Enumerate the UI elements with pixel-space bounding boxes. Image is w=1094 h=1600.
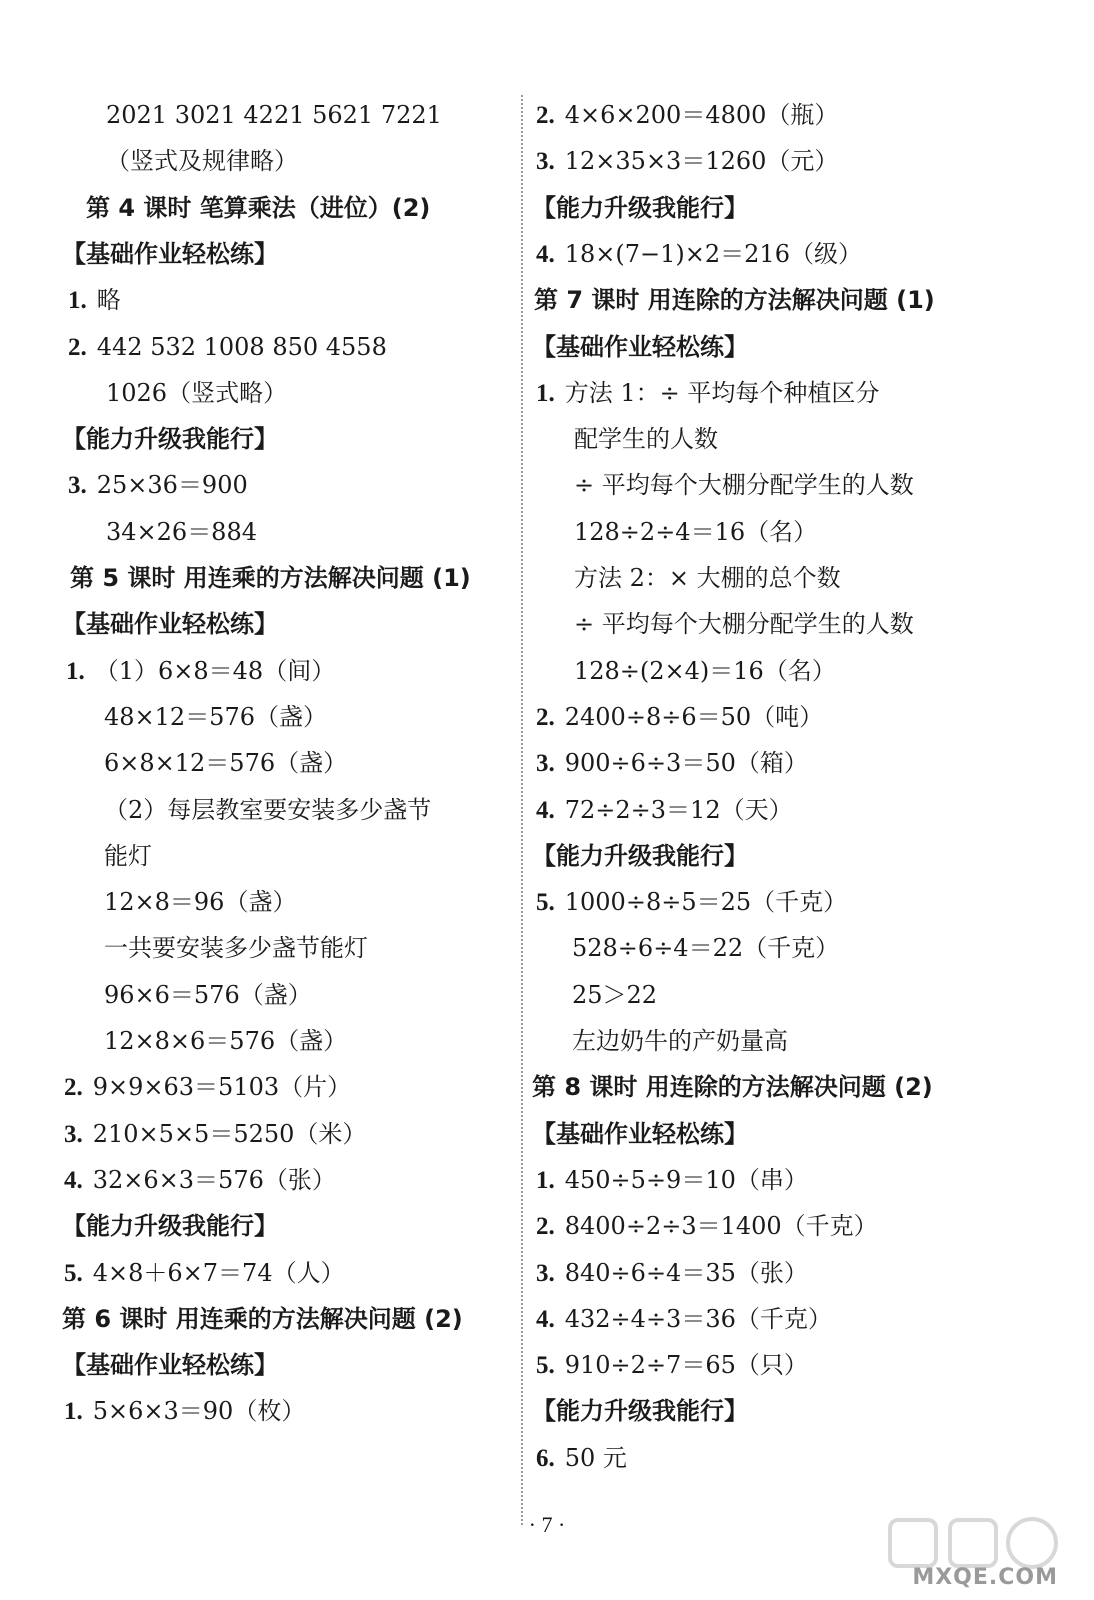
- lesson-heading: 第 4 课时 笔算乘法（进位）(2): [86, 194, 431, 222]
- item-number: 2.: [536, 102, 555, 129]
- lesson-heading: 第 5 课时 用连乘的方法解决问题 (1): [70, 564, 471, 592]
- page-number: · 7 ·: [528, 1512, 566, 1537]
- item-number: 4.: [64, 1167, 83, 1194]
- section-heading: 【能力升级我能行】: [532, 1397, 748, 1425]
- answer-line: （竖式及规律略）: [106, 147, 298, 175]
- item-number: 1.: [536, 380, 555, 407]
- item-text: 210×5×5＝5250（米）: [92, 1120, 367, 1148]
- answer-item: [64, 1111, 366, 1157]
- lesson-heading: 第 7 课时 用连除的方法解决问题 (1): [534, 286, 935, 314]
- answer-line: 方法 2：× 大棚的总个数: [574, 564, 841, 592]
- item-text: 840÷6÷4＝35（张）: [564, 1259, 808, 1287]
- item-text: 910÷2÷7＝65（只）: [564, 1351, 808, 1379]
- item-text: 25×36＝900: [96, 471, 248, 499]
- item-text: 方法 1：÷ 平均每个种植区分: [564, 379, 880, 407]
- answer-line: 12×8×6＝576（盏）: [104, 1027, 348, 1055]
- answer-item: [536, 879, 847, 925]
- answer-item: [536, 1250, 808, 1296]
- section-heading: 【基础作业轻松练】: [532, 1120, 748, 1148]
- lesson-heading: 第 8 课时 用连除的方法解决问题 (2): [532, 1073, 933, 1101]
- answer-item: [64, 1388, 305, 1434]
- item-number: 3.: [64, 1121, 83, 1148]
- item-number: 2.: [536, 1213, 555, 1240]
- item-number: 5.: [64, 1260, 83, 1287]
- section-heading: 【基础作业轻松练】: [62, 1351, 278, 1379]
- answer-line: ÷ 平均每个大棚分配学生的人数: [574, 610, 914, 638]
- item-text: 432÷4÷3＝36（千克）: [564, 1305, 832, 1333]
- item-number: 4.: [536, 241, 555, 268]
- item-number: 5.: [536, 889, 555, 916]
- section-heading: 【基础作业轻松练】: [62, 610, 278, 638]
- item-number: 3.: [536, 1260, 555, 1287]
- answer-item: [68, 324, 387, 370]
- answer-line: 左边奶牛的产奶量高: [572, 1027, 788, 1055]
- section-heading: 【能力升级我能行】: [532, 842, 748, 870]
- answer-line: ÷ 平均每个大棚分配学生的人数: [574, 471, 914, 499]
- item-text: 900÷6÷3＝50（箱）: [564, 749, 808, 777]
- item-number: 2.: [68, 334, 87, 361]
- answer-item: [68, 277, 121, 323]
- answer-item: [536, 740, 808, 786]
- item-text: 450÷5÷9＝10（串）: [564, 1166, 808, 1194]
- answer-line: 128÷(2×4)＝16（名）: [574, 657, 836, 685]
- answer-line: 能灯: [104, 842, 152, 870]
- item-number: 5.: [536, 1352, 555, 1379]
- answer-line: 528÷6÷4＝22（千克）: [572, 934, 840, 962]
- answer-line: 一共要安装多少盏节能灯: [104, 934, 368, 962]
- answer-item: [536, 1157, 808, 1203]
- answer-item: [536, 138, 838, 184]
- item-text: 4×6×200＝4800（瓶）: [564, 101, 839, 129]
- watermark-url: MXQE.COM: [912, 1565, 1058, 1590]
- item-text: 4×8＋6×7＝74（人）: [92, 1259, 345, 1287]
- answer-item: [536, 1296, 832, 1342]
- answer-item: [66, 648, 335, 694]
- answer-item: [64, 1064, 351, 1110]
- answer-item: [536, 231, 862, 277]
- answer-line: 12×8＝96（盏）: [104, 888, 297, 916]
- section-heading: 【能力升级我能行】: [62, 1212, 278, 1240]
- item-text: 2400÷8÷6＝50（吨）: [564, 703, 824, 731]
- item-text: （1）6×8＝48（间）: [94, 657, 336, 685]
- answer-line: 2021 3021 4221 5621 7221: [106, 101, 442, 129]
- lesson-heading: 第 6 课时 用连乘的方法解决问题 (2): [62, 1305, 463, 1333]
- answer-item: [64, 1157, 336, 1203]
- item-number: 3.: [536, 750, 555, 777]
- item-text: 50 元: [564, 1444, 627, 1472]
- section-heading: 【基础作业轻松练】: [62, 240, 278, 268]
- answer-item: [536, 1203, 878, 1249]
- item-text: 8400÷2÷3＝1400（千克）: [564, 1212, 878, 1240]
- item-number: 3.: [68, 472, 87, 499]
- answer-line: 128÷2÷4＝16（名）: [574, 518, 818, 546]
- answer-item: [536, 92, 838, 138]
- item-text: 72÷2÷3＝12（天）: [564, 796, 793, 824]
- answer-line: 1026（竖式略）: [106, 379, 288, 407]
- answer-line: 34×26＝884: [106, 518, 257, 546]
- item-number: 2.: [536, 704, 555, 731]
- item-text: 18×(7−1)×2＝216（级）: [564, 240, 862, 268]
- section-heading: 【基础作业轻松练】: [532, 333, 748, 361]
- answer-item: [536, 787, 793, 833]
- section-heading: 【能力升级我能行】: [532, 194, 748, 222]
- item-number: 4.: [536, 797, 555, 824]
- item-text: 12×35×3＝1260（元）: [564, 147, 839, 175]
- answer-line: 配学生的人数: [574, 425, 718, 453]
- item-number: 3.: [536, 148, 555, 175]
- answer-line: 48×12＝576（盏）: [104, 703, 327, 731]
- answer-line: 6×8×12＝576（盏）: [104, 749, 348, 777]
- answer-line: （2）每层教室要安装多少盏节: [104, 796, 432, 824]
- item-text: 1000÷8÷5＝25（千克）: [564, 888, 848, 916]
- item-number: 1.: [68, 287, 87, 314]
- item-text: 略: [96, 286, 121, 314]
- answer-item: [64, 1250, 345, 1296]
- item-number: 1.: [66, 658, 85, 685]
- item-text: 32×6×3＝576（张）: [92, 1166, 336, 1194]
- item-number: 6.: [536, 1445, 555, 1472]
- answer-item: [68, 462, 248, 508]
- item-number: 1.: [536, 1167, 555, 1194]
- item-number: 1.: [64, 1398, 83, 1425]
- item-text: 5×6×3＝90（枚）: [92, 1397, 306, 1425]
- answer-item: [536, 370, 879, 416]
- column-divider: [521, 95, 523, 1525]
- answer-item: [536, 1435, 627, 1481]
- answer-item: [536, 1342, 808, 1388]
- item-text: 9×9×63＝5103（片）: [92, 1073, 352, 1101]
- item-number: 4.: [536, 1306, 555, 1333]
- item-text: 442 532 1008 850 4558: [96, 333, 387, 361]
- answer-line: 25＞22: [572, 981, 658, 1009]
- section-heading: 【能力升级我能行】: [62, 425, 278, 453]
- answer-line: 96×6＝576（盏）: [104, 981, 312, 1009]
- answer-item: [536, 694, 823, 740]
- item-number: 2.: [64, 1074, 83, 1101]
